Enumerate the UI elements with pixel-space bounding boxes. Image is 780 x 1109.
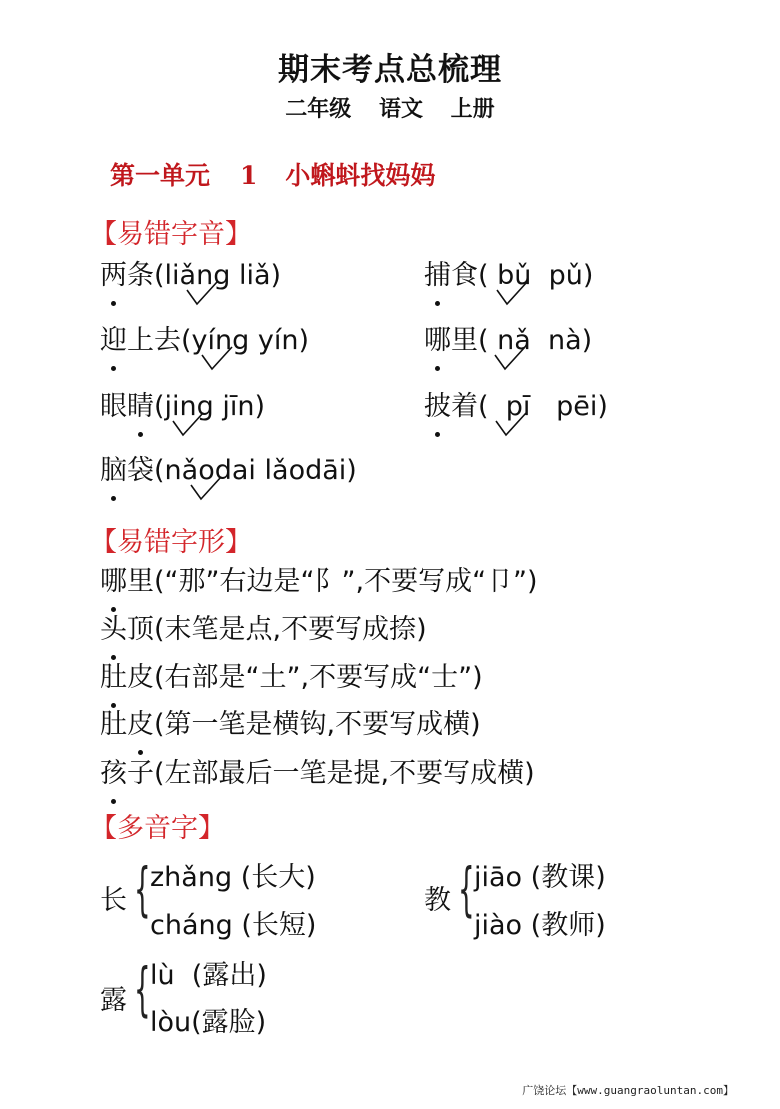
reading-pinyin: lù	[150, 960, 175, 991]
dotted-char: 哪	[424, 325, 451, 356]
reading-word: (露脸)	[191, 1007, 267, 1038]
wrong-pinyin: yín	[257, 325, 299, 356]
dotted-char: 头	[100, 614, 127, 645]
word-rest: 食(	[451, 260, 489, 291]
correct-pinyin: jing	[165, 393, 214, 420]
lesson-title: 小蝌蚪找妈妈	[285, 161, 436, 190]
glyph-item	[100, 616, 427, 643]
close-paren: )	[270, 260, 282, 291]
grade-label: 二年级	[285, 97, 352, 122]
polyphonic-char: 教	[424, 885, 451, 916]
close-paren: )	[597, 391, 608, 422]
reading-pinyin: jiāo	[474, 862, 523, 893]
wrong-pinyin: liǎ	[238, 260, 271, 291]
wrong-pinyin: jīn	[222, 391, 255, 422]
polyphonic-char: 露	[100, 985, 127, 1016]
pronunciation-item	[100, 262, 281, 289]
lesson-number: 1	[240, 161, 258, 190]
wrong-pinyin: pēi	[556, 391, 598, 422]
reading-line	[150, 855, 316, 894]
dotted-char: 脑	[100, 455, 127, 486]
correct-pinyin: pī	[506, 393, 531, 420]
glyph-rest: 顶(末笔是点,不要写成捺)	[127, 614, 427, 645]
reading-line	[474, 855, 606, 894]
footer-source: 广饶论坛【www.guangraoluntan.com】	[522, 1084, 734, 1097]
pronunciation-item	[424, 327, 592, 354]
dotted-char: 肚	[100, 662, 127, 693]
page-subtitle	[0, 92, 780, 123]
word-rest: 上去(	[127, 325, 192, 356]
glyph-item	[100, 711, 481, 738]
wrong-pinyin: lǎodāi	[264, 455, 347, 486]
reading-line	[150, 903, 316, 942]
reading-line	[474, 903, 606, 942]
correct-pinyin: yíng	[192, 327, 250, 354]
glyph-prefix: 肚	[100, 709, 127, 740]
term-label: 上册	[450, 97, 495, 122]
page-title: 期末考点总梳理	[278, 52, 502, 88]
glyph-item	[100, 760, 535, 787]
unit-label: 第一单元	[110, 161, 211, 190]
brace-icon: {	[134, 855, 151, 923]
dotted-char: 哪	[100, 566, 127, 597]
word-rest: 里(	[451, 325, 489, 356]
word-prefix: 眼	[100, 391, 127, 422]
glyph-rest: 里(“那”右边是“阝”,不要写成“卩”)	[127, 566, 538, 597]
reading-word: (教课)	[530, 862, 606, 893]
unit-title	[110, 156, 435, 192]
reading-word: (长大)	[240, 862, 316, 893]
close-paren: )	[346, 455, 357, 486]
reading-pinyin: cháng	[150, 910, 233, 941]
section-pronunciation: 【易错字音】	[90, 219, 252, 250]
reading-word: (露出)	[191, 960, 267, 991]
dotted-char: 睛	[127, 391, 154, 422]
correct-pinyin: liǎng	[165, 262, 231, 289]
correct-pinyin: nǎodai	[165, 457, 256, 484]
glyph-rest: (第一笔是横钩,不要写成横)	[154, 709, 481, 740]
word-rest: 着(	[451, 391, 489, 422]
reading-pinyin: lòu	[150, 1007, 192, 1038]
reading-pinyin: zhǎng	[150, 862, 233, 893]
dotted-char: 皮	[127, 709, 154, 740]
reading-word: (教师)	[530, 910, 606, 941]
close-paren: )	[298, 325, 310, 356]
pronunciation-item	[424, 262, 593, 289]
glyph-rest: 皮(右部是“土”,不要写成“士”)	[127, 662, 483, 693]
wrong-pinyin: pǔ	[548, 260, 583, 291]
glyph-item	[100, 568, 538, 595]
polyphonic-char: 长	[100, 885, 127, 916]
dotted-char: 两	[100, 260, 127, 291]
reading-word: (长短)	[241, 910, 317, 941]
reading-line	[150, 953, 267, 992]
wrong-pinyin: nà	[547, 325, 582, 356]
pronunciation-item	[100, 457, 357, 484]
reading-pinyin: jiào	[474, 910, 523, 941]
close-paren: )	[582, 260, 594, 291]
pronunciation-item	[100, 327, 309, 354]
close-paren: )	[254, 391, 266, 422]
brace-icon: {	[458, 855, 475, 923]
word-rest: (	[154, 391, 165, 422]
dotted-char: 捕	[424, 260, 451, 291]
word-rest: 条(	[127, 260, 165, 291]
correct-pinyin: nǎ	[497, 327, 531, 354]
section-polyphonic: 【多音字】	[90, 813, 225, 844]
glyph-rest: 子(左部最后一笔是提,不要写成横)	[127, 758, 535, 789]
dotted-char: 披	[424, 391, 451, 422]
correct-pinyin: bǔ	[497, 262, 531, 289]
section-glyph: 【易错字形】	[90, 527, 252, 558]
pronunciation-item	[424, 393, 608, 420]
close-paren: )	[581, 325, 593, 356]
pronunciation-item	[100, 393, 265, 420]
subject-label: 语文	[378, 97, 423, 122]
brace-icon: {	[134, 955, 151, 1023]
dotted-char: 孩	[100, 758, 127, 789]
reading-line	[150, 1000, 266, 1039]
word-rest: 袋(	[127, 455, 165, 486]
dotted-char: 迎	[100, 325, 127, 356]
glyph-item	[100, 664, 483, 691]
